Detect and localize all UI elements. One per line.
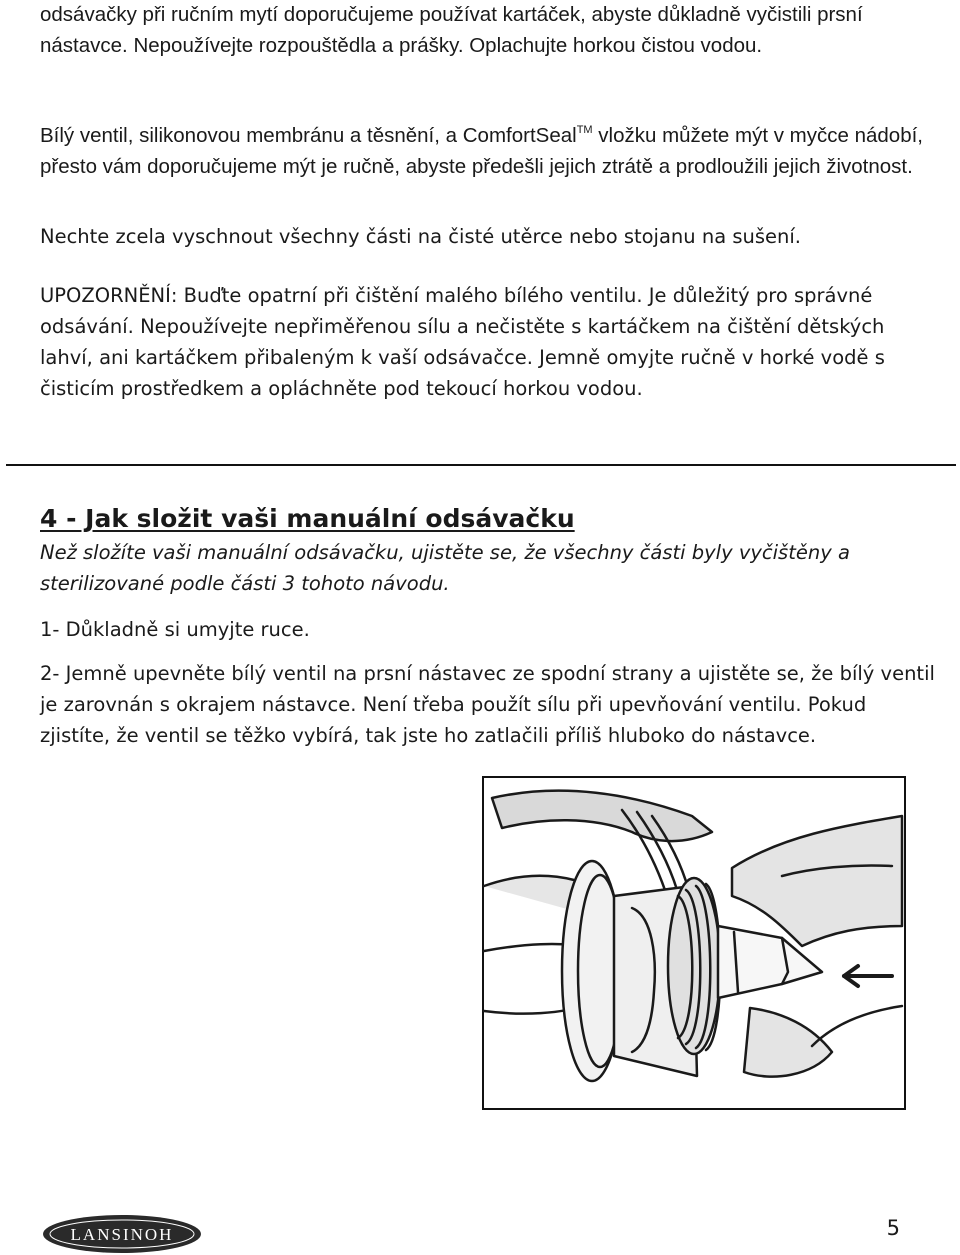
- step-1: 1- Důkladně si umyjte ruce.: [40, 618, 310, 641]
- section-divider: [6, 464, 956, 466]
- lansinoh-logo: [42, 1214, 202, 1254]
- trademark-superscript: TM: [576, 124, 593, 136]
- paragraph-warning: UPOZORNĚNÍ: Buďte opatrní při čištění malého bílého ventilu. Je důležitý pro správné odsávání. Nepoužívejte nepřiměřenou sílu a nečistěte s kartáčkem na čištění dětských lahví, ani kartáčkem přibaleným k vaší odsávačce. Jemně omyjte ručně v horké vodě s čisticím prostředkem a opláchněte pod tekoucí horkou vodou.: [40, 284, 885, 400]
- paragraph-dishwasher-end: vložku můžete mýt v myčce nádobí, přesto vám doporučujeme mýt je ručně, abyste předešli jejich ztrátě a prodloužili jejich životnost.: [40, 124, 923, 178]
- paragraph-cleaning-brush: odsávačky při ručním mytí doporučujeme používat kartáček, abyste důkladně vyčistili prsní nástavce. Nepoužívejte rozpouštědla a prášky. Oplachujte horkou čistou vodou.: [40, 3, 863, 57]
- section-intro: Než složíte vaši manuální odsávačku, ujistěte se, že všechny části byly vyčištěny a sterilizované podle části 3 tohoto návodu.: [40, 541, 850, 595]
- logo-text: LANSINOH: [70, 1225, 174, 1244]
- step-2: 2- Jemně upevněte bílý ventil na prsní nástavec ze spodní strany a ujistěte se, že bílý ventil je zarovnán s okrajem nástavce. Není třeba použít sílu při upevňování ventilu. Pokud zjistíte, že ventil se těžko vybírá, tak jste ho zatlačili příliš hluboko do nástavce.: [40, 662, 935, 747]
- paragraph-dishwasher: [40, 115, 940, 182]
- section-heading: 4 - Jak složit vaši manuální odsávačku: [40, 504, 575, 533]
- page-number: 5: [886, 1216, 900, 1240]
- paragraph-dishwasher-start: Bílý ventil, silikonovou membránu a těsnění, a ComfortSeal: [40, 124, 577, 147]
- valve-attachment-illustration: [482, 776, 906, 1110]
- paragraph-drying: Nechte zcela vyschnout všechny části na čisté utěrce nebo stojanu na sušení.: [40, 225, 801, 248]
